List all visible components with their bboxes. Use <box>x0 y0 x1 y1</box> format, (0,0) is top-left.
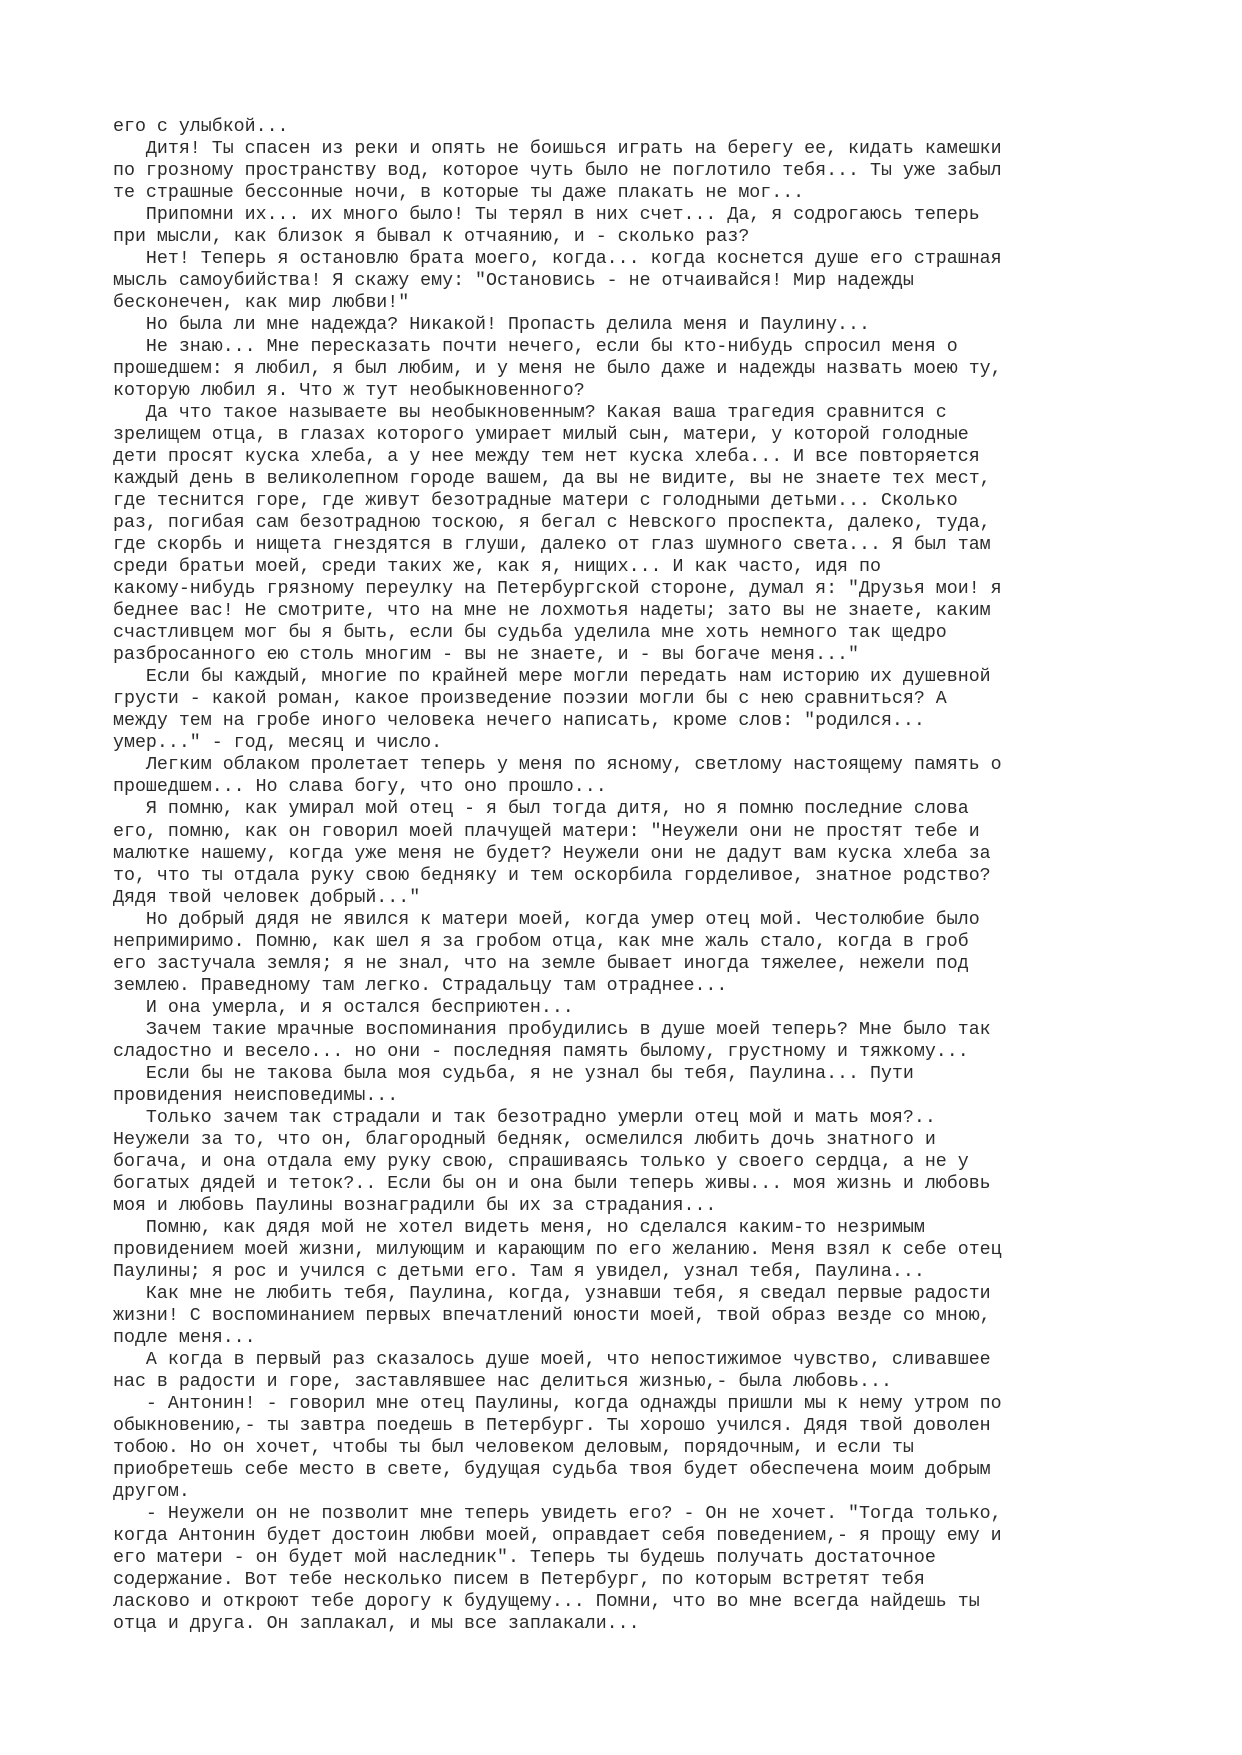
text-line: Паулины; я рос и учился с детьми его. Там я увидел, узнал тебя, Паулина... <box>113 1261 925 1282</box>
text-line: богача, и она отдала ему руку свою, спрашиваясь только у своего сердца, а не у <box>113 1151 969 1172</box>
text-line: малютке нашему, когда уже меня не будет? Неужели они не дадут вам куска хлеба за <box>113 843 991 864</box>
text-line: тобою. Но он хочет, чтобы ты был человеком деловым, порядочным, и если ты <box>113 1437 914 1458</box>
text-line: мысль самоубийства! Я скажу ему: "Остановись - не отчаивайся! Мир надежды <box>113 271 914 292</box>
text-line: подле меня... <box>113 1327 256 1348</box>
text-line: землею. Праведному там легко. Страдальцу там отраднее... <box>113 975 728 996</box>
text-line: то, что ты отдала руку свою бедняку и тем оскорбила горделивое, знатное родство? <box>113 865 991 886</box>
text-line: Да что такое называете вы необыкновенным? Какая ваша трагедия сравнится с <box>113 403 947 424</box>
text-line: Но была ли мне надежда? Никакой! Пропасть делила меня и Паулину... <box>113 315 870 336</box>
text-line: непримиримо. Помню, как шел я за гробом отца, как мне жаль стало, когда в гроб <box>113 931 969 952</box>
text-line: ласково и откроют тебе дорогу к будущему... Помни, что во мне всегда найдешь ты <box>113 1592 980 1613</box>
document-text <box>113 116 1143 1635</box>
text-line: его застучала земля; я не знал, что на земле бывает иногда тяжелее, нежели под <box>113 953 969 974</box>
text-line: какому-нибудь грязному переулку на Петербургской стороне, думал я: "Друзья мои! я <box>113 579 1002 600</box>
text-line: каждый день в великолепном городе вашем, да вы не видите, вы не знаете тех мест, <box>113 469 991 490</box>
text-line: отца и друга. Он заплакал, и мы все заплакали... <box>113 1614 640 1635</box>
text-line: приобретешь себе место в свете, будущая судьба твоя будет обеспечена моим добрым <box>113 1459 991 1480</box>
text-line: жизни! С воспоминанием первых впечатлений юности моей, твой образ везде со мною, <box>113 1305 991 1326</box>
text-line: где теснится горе, где живут безотрадные матери с голодными детьми... Сколько <box>113 491 958 512</box>
text-line: А когда в первый раз сказалось душе моей, что непостижимое чувство, сливавшее <box>113 1349 991 1370</box>
text-line: умер..." - год, месяц и число. <box>113 733 443 754</box>
text-line: его, помню, как он говорил моей плачущей матери: "Неужели они не простят тебе и <box>113 821 980 842</box>
text-line: бесконечен, как мир любви!" <box>113 293 410 314</box>
text-line: другом. <box>113 1481 190 1502</box>
text-line: дети просят куска хлеба, а у нее между тем нет куска хлеба... И все повторяется <box>113 447 980 468</box>
text-line: его матери - он будет мой наследник". Теперь ты будешь получать достаточное <box>113 1548 936 1569</box>
text-line: среди братьи моей, среди таких же, как я, нищих... И как часто, идя по <box>113 557 881 578</box>
text-line: грусти - какой роман, какое произведение поэзии могли бы с нею сравниться? А <box>113 689 947 710</box>
text-line: провидением моей жизни, милующим и карающим по его желанию. Меня взял к себе отец <box>113 1239 1002 1260</box>
text-line: Легким облаком пролетает теперь у меня по ясному, светлому настоящему память о <box>113 755 1002 776</box>
text-line: обыкновению,- ты завтра поедешь в Петербург. Ты хорошо учился. Дядя твой доволен <box>113 1415 991 1436</box>
text-line: богатых дядей и теток?.. Если бы он и она были теперь живы... моя жизнь и любовь <box>113 1173 991 1194</box>
text-line: между тем на гробе иного человека нечего написать, кроме слов: "родился... <box>113 711 925 732</box>
text-line: счастливцем мог бы я быть, если бы судьба уделила мне хоть немного так щедро <box>113 623 947 644</box>
text-line: содержание. Вот тебе несколько писем в Петербург, по которым встретят тебя <box>113 1570 925 1591</box>
text-line: где скорбь и нищета гнездятся в глуши, далеко от глаз шумного света... Я был там <box>113 535 991 556</box>
text-line: прошедшем: я любил, я был любим, и у меня не было даже и надежды назвать моею ту, <box>113 359 1002 380</box>
text-line: - Антонин! - говорил мне отец Паулины, когда однажды пришли мы к нему утром по <box>113 1393 1002 1414</box>
text-line: сладостно и весело... но они - последняя память былому, грустному и тяжкому... <box>113 1041 969 1062</box>
text-line: Нет! Теперь я остановлю брата моего, когда... когда коснется душе его страшная <box>113 249 1002 270</box>
text-line: Только зачем так страдали и так безотрадно умерли отец мой и мать моя?.. <box>113 1107 936 1128</box>
text-line: те страшные бессонные ночи, в которые ты даже плакать не мог... <box>113 183 805 204</box>
text-line: зрелищем отца, в глазах которого умирает милый сын, матери, у которой голодные <box>113 425 969 446</box>
text-line: прошедшем... Но слава богу, что оно прошло... <box>113 777 607 798</box>
text-line: Неужели за то, что он, благородный бедняк, осмелился любить дочь знатного и <box>113 1129 936 1150</box>
text-line: Если бы не такова была моя судьба, я не узнал бы тебя, Паулина... Пути <box>113 1063 914 1084</box>
text-line: моя и любовь Паулины вознаградили бы их за страдания... <box>113 1195 717 1216</box>
text-line: Как мне не любить тебя, Паулина, когда, узнавши тебя, я сведал первые радости <box>113 1283 991 1304</box>
text-line: разбросанного ею столь многим - вы не знаете, и - вы богаче меня..." <box>113 645 859 666</box>
text-line: Припомни их... их много было! Ты терял в них счет... Да, я содрогаюсь теперь <box>113 205 980 226</box>
text-line: Зачем такие мрачные воспоминания пробудились в душе моей теперь? Мне было так <box>113 1019 991 1040</box>
text-line: Помню, как дядя мой не хотел видеть меня, но сделался каким-то незримым <box>113 1217 925 1238</box>
text-line: Дядя твой человек добрый..." <box>113 887 421 908</box>
text-line: - Неужели он не позволит мне теперь увидеть его? - Он не хочет. "Тогда только, <box>113 1503 1002 1524</box>
text-line: раз, погибая сам безотрадною тоскою, я бегал с Невского проспекта, далеко, туда, <box>113 513 991 534</box>
text-line: по грозному пространству вод, которое чуть было не поглотило тебя... Ты уже забыл <box>113 161 1002 182</box>
text-line: Дитя! Ты спасен из реки и опять не боишься играть на берегу ее, кидать камешки <box>113 139 1002 160</box>
text-line: нас в радости и горе, заставлявшее нас делиться жизнью,- была любовь... <box>113 1371 892 1392</box>
text-line: Я помню, как умирал мой отец - я был тогда дитя, но я помню последние слова <box>113 799 969 820</box>
text-line: провидения неисповедимы... <box>113 1085 399 1106</box>
text-line: И она умерла, и я остался бесприютен... <box>113 997 574 1018</box>
text-line: при мысли, как близок я бывал к отчаянию, и - сколько раз? <box>113 227 750 248</box>
text-line: которую любил я. Что ж тут необыкновенного? <box>113 381 585 402</box>
text-line: беднее вас! Не смотрите, что на мне не лохмотья надеты; зато вы не знаете, каким <box>113 601 991 622</box>
text-line: Если бы каждый, многие по крайней мере могли передать нам историю их душевной <box>113 667 991 688</box>
text-line: его с улыбкой... <box>113 117 289 137</box>
text-line: Но добрый дядя не явился к матери моей, когда умер отец мой. Честолюбие было <box>113 909 980 930</box>
text-line: Не знаю... Мне пересказать почти нечего, если бы кто-нибудь спросил меня о <box>113 337 958 358</box>
text-line: когда Антонин будет достоин любви моей, оправдает себя поведением,- я прощу ему и <box>113 1526 1002 1546</box>
